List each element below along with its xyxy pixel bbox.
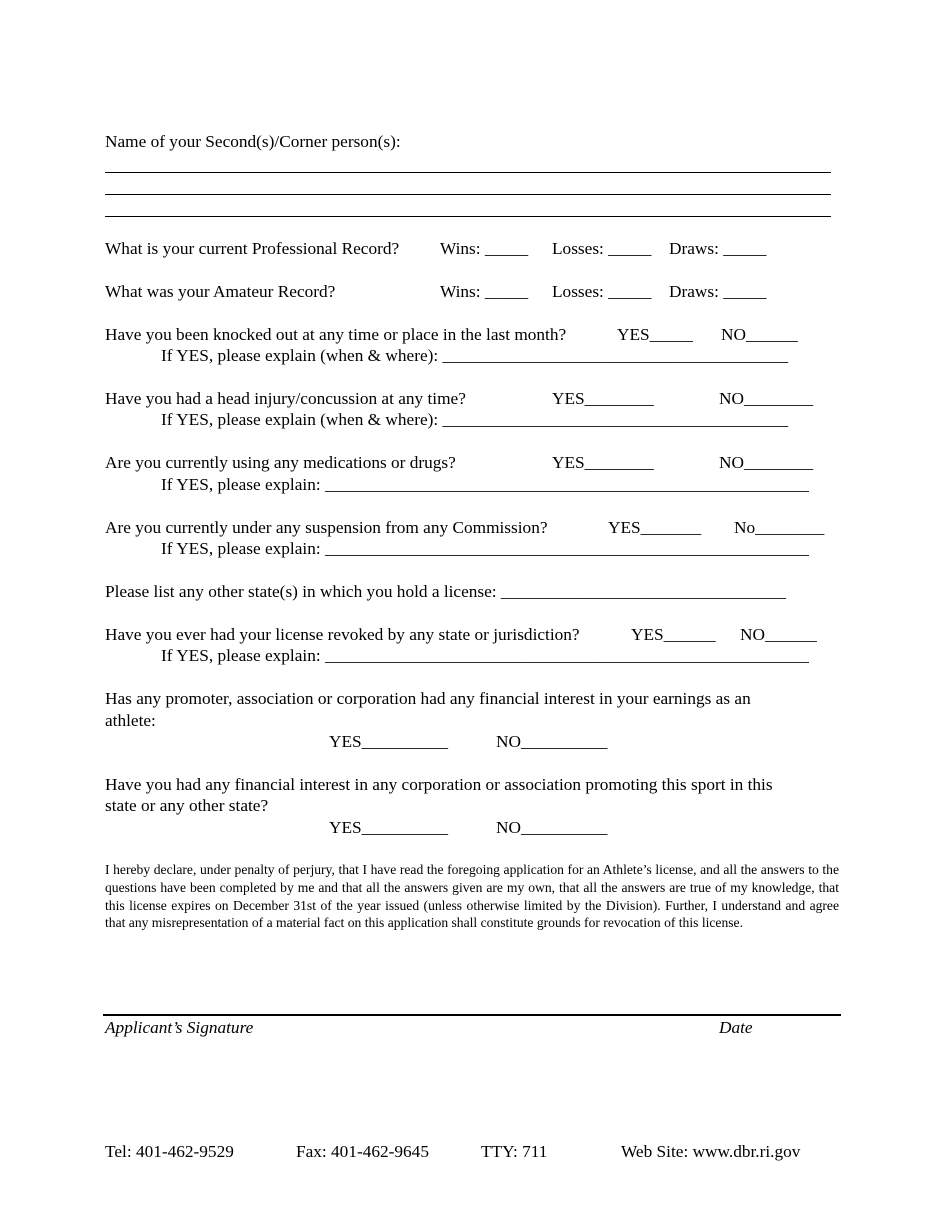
footer-tel: Tel: 401-462-9529 bbox=[105, 1142, 234, 1161]
pro-draws-field[interactable]: Draws: _____ bbox=[669, 239, 767, 258]
revoked-no-field[interactable]: NO______ bbox=[740, 625, 817, 644]
date-label: Date bbox=[719, 1018, 753, 1037]
signature-line[interactable] bbox=[103, 1014, 841, 1016]
pro-wins-field[interactable]: Wins: _____ bbox=[440, 239, 529, 258]
promoter-interest-question-line1: Has any promoter, association or corporation had any financial interest in your earnings as an bbox=[105, 689, 751, 708]
financial-interest-no-field[interactable]: NO__________ bbox=[496, 818, 608, 837]
perjury-declaration: I hereby declare, under penalty of perjury, that I have read the foregoing application for an Athlete’s license, and all the answers to the questions have been completed by me and that all the answers given are my own, that all the answers are true of my knowledge, that this license expires on December 31st of the year issued (unless otherwise limited by the Division). Further, I understand and agree that any misrepresentation of a material fact on this application shall constitute grounds for revocation of this license. bbox=[105, 862, 839, 931]
footer-tty: TTY: 711 bbox=[481, 1142, 548, 1161]
knockout-yes-field[interactable]: YES_____ bbox=[617, 325, 693, 344]
footer-website[interactable]: Web Site: www.dbr.ri.gov bbox=[621, 1142, 801, 1161]
head-injury-question: Have you had a head injury/concussion at any time? bbox=[105, 389, 466, 408]
footer-fax: Fax: 401-462-9645 bbox=[296, 1142, 429, 1161]
seconds-answer-line-3[interactable] bbox=[105, 216, 831, 217]
seconds-answer-line-1[interactable] bbox=[105, 172, 831, 173]
knockout-question: Have you been knocked out at any time or place in the last month? bbox=[105, 325, 567, 344]
amateur-draws-field[interactable]: Draws: _____ bbox=[669, 282, 767, 301]
medications-no-field[interactable]: NO________ bbox=[719, 453, 814, 472]
knockout-no-field[interactable]: NO______ bbox=[721, 325, 798, 344]
suspension-no-field[interactable]: No________ bbox=[734, 518, 825, 537]
suspension-question: Are you currently under any suspension from any Commission? bbox=[105, 518, 548, 537]
seconds-label: Name of your Second(s)/Corner person(s): bbox=[105, 132, 401, 151]
financial-interest-yes-field[interactable]: YES__________ bbox=[329, 818, 449, 837]
medications-explain-field[interactable]: If YES, please explain: ________________________________________________________ bbox=[161, 475, 809, 494]
suspension-yes-field[interactable]: YES_______ bbox=[608, 518, 702, 537]
financial-interest-question-line2: state or any other state? bbox=[105, 796, 269, 815]
promoter-interest-no-field[interactable]: NO__________ bbox=[496, 732, 608, 751]
suspension-explain-field[interactable]: If YES, please explain: ________________________________________________________ bbox=[161, 539, 809, 558]
knockout-explain-field[interactable]: If YES, please explain (when & where): ________________________________________ bbox=[161, 346, 789, 365]
amateur-losses-field[interactable]: Losses: _____ bbox=[552, 282, 652, 301]
medications-question: Are you currently using any medications or drugs? bbox=[105, 453, 456, 472]
signature-label: Applicant’s Signature bbox=[105, 1018, 254, 1037]
financial-interest-question-line1: Have you had any financial interest in any corporation or association promoting this sport in this bbox=[105, 775, 773, 794]
promoter-interest-yes-field[interactable]: YES__________ bbox=[329, 732, 449, 751]
amateur-wins-field[interactable]: Wins: _____ bbox=[440, 282, 529, 301]
head-injury-no-field[interactable]: NO________ bbox=[719, 389, 814, 408]
revoked-yes-field[interactable]: YES______ bbox=[631, 625, 716, 644]
head-injury-yes-field[interactable]: YES________ bbox=[552, 389, 654, 408]
medications-yes-field[interactable]: YES________ bbox=[552, 453, 654, 472]
seconds-answer-line-2[interactable] bbox=[105, 194, 831, 195]
head-injury-explain-field[interactable]: If YES, please explain (when & where): ________________________________________ bbox=[161, 410, 789, 429]
revoked-explain-field[interactable]: If YES, please explain: ________________________________________________________ bbox=[161, 646, 809, 665]
promoter-interest-question-line2: athlete: bbox=[105, 711, 156, 730]
revoked-question: Have you ever had your license revoked by any state or jurisdiction? bbox=[105, 625, 580, 644]
amateur-record-question: What was your Amateur Record? bbox=[105, 282, 336, 301]
other-states-field[interactable]: Please list any other state(s) in which you hold a license: _________________________________ bbox=[105, 582, 787, 601]
pro-losses-field[interactable]: Losses: _____ bbox=[552, 239, 652, 258]
pro-record-question: What is your current Professional Record? bbox=[105, 239, 400, 258]
